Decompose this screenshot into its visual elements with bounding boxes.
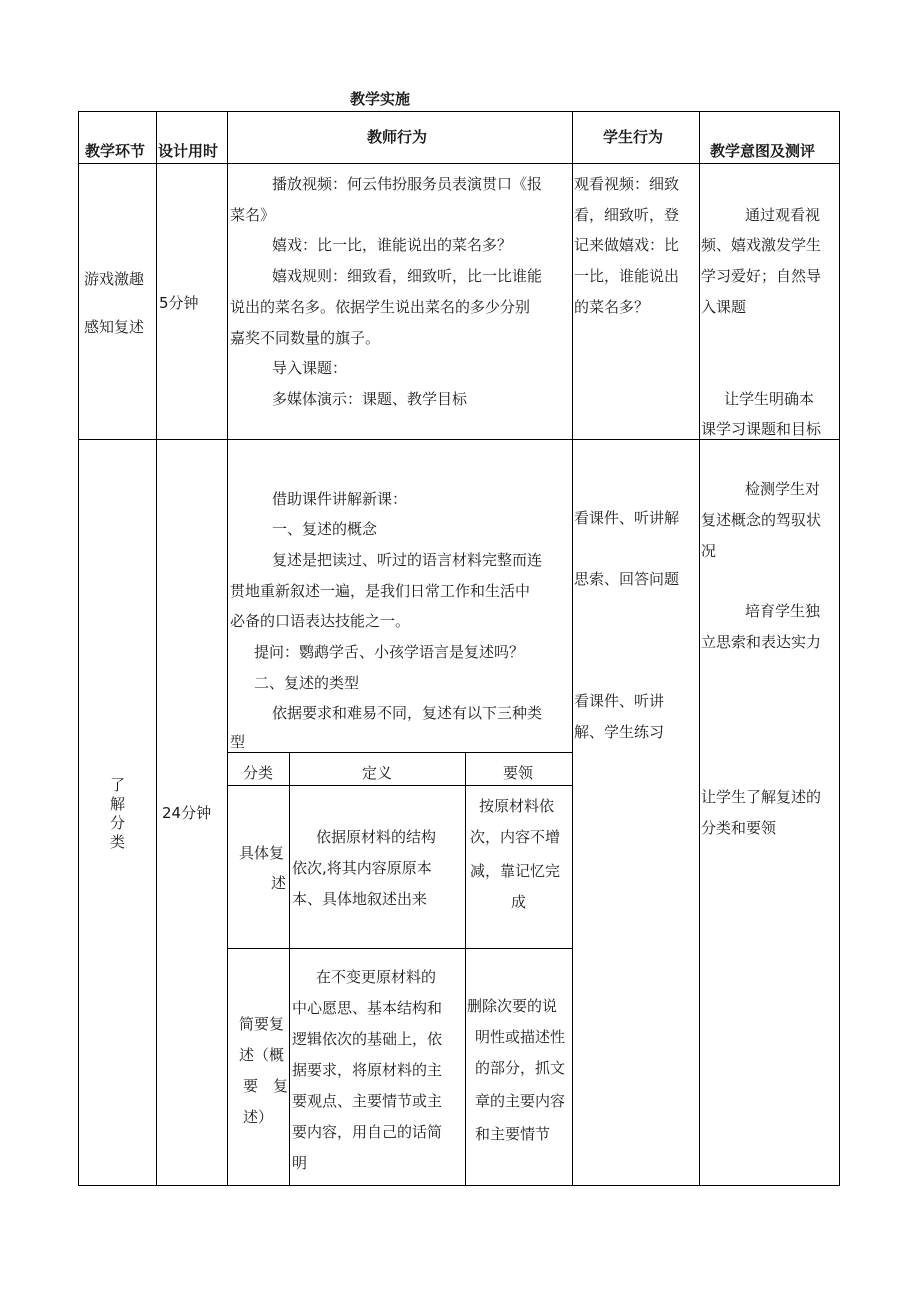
row1-intent-line: 学习爱好；自然导 [701,267,822,285]
inner-header-bottom [227,785,573,786]
inner-def-line: 逻辑依次的基础上，依 [292,1030,443,1048]
row1-teacher-line: 嬉戏规则：细致看，细致听，比一比谁能 [272,267,543,285]
inner-def-line: 本、具体地叙述出来 [292,890,428,908]
inner-type-line: 简要复 [239,1015,285,1033]
inner-key-line: 成 [511,893,527,911]
header-time: 设计用时 [158,142,219,160]
row2-teacher-line: 提问：鹦鹉学舌、小孩学语言是复述吗？ [254,643,525,661]
inner-col-line-1 [289,752,290,1186]
row1-teacher-line: 说出的菜名多。依据学生说出菜名的多少分别 [230,298,531,316]
row2-intent-line: 培育学生独 [745,602,821,620]
row2-teacher-line: 必备的口语表达技能之一。 [230,612,411,630]
inner-col-line-2 [465,752,466,1186]
row2-teacher-line: 复述是把读过、听过的语言材料完整而连 [272,551,543,569]
row1-stage-line-2: 感知复述 [84,318,145,336]
inner-key-line: 章的主要内容 [475,1092,566,1110]
row1-intent-line: 让学生明确本 [724,390,815,408]
row1-student-line: 记来做嬉戏：比 [574,236,680,254]
inner-key-line: 按原材料依 [479,797,555,815]
row2-intent-line: 检测学生对 [745,480,821,498]
inner-type-line: 要 复 [243,1077,289,1095]
row1-intent-line: 课学习课题和目标 [701,420,822,438]
row2-intent-line: 让学生了解复述的 [701,788,822,806]
row2-teacher-line: 借助课件讲解新课： [272,490,408,508]
inner-def-line: 依次,将其内容原原本 [292,859,432,877]
inner-key-line: 减，靠记忆完 [470,862,561,880]
row1-teacher-line: 多媒体演示：课题、教学目标 [272,390,468,408]
header-row-bottom [78,163,840,164]
row1-teacher-line: 嘉奖不同数量的旗子。 [230,329,381,347]
inner-def-line: 依据原材料的结构 [316,828,437,846]
row2-student-line: 看课件、听讲解 [574,509,680,527]
section-title: 教学实施 [350,90,411,108]
row1-stage-line-1: 游戏激趣 [84,270,145,288]
header-teacher: 教师行为 [367,128,428,146]
col-line-4 [699,111,700,1186]
row1-student-line: 看，细致听，登 [574,206,680,224]
inner-row1-bottom [227,948,573,949]
row2-stage-char: 分 [110,814,126,832]
col-line-0 [78,111,79,1186]
col-line-3 [572,111,573,1186]
row2-teacher-line: 贯地重新叙述一遍，是我们日常工作和生活中 [230,582,531,600]
row1-teacher-line: 菜名》 [230,206,276,224]
row2-stage-char: 了 [110,776,126,794]
row2-student-line: 思索、回答问题 [574,570,680,588]
inner-def-line: 中心愿思、基本结构和 [292,999,443,1017]
row1-teacher-line: 播放视频：何云伟扮服务员表演贯口《报 [272,175,543,193]
col-line-5 [839,111,840,1186]
inner-type-line: 述 [271,874,287,892]
row2-teacher-line: 型 [230,733,246,751]
row2-teacher-line: 依据要求和难易不同，复述有以下三种类 [272,704,543,722]
inner-header-definition: 定义 [362,764,393,782]
inner-def-line: 要观点、主要情节或主 [292,1092,443,1110]
row2-intent-line: 分类和要领 [701,819,777,837]
table-border-bottom [78,1185,840,1186]
row1-student-line: 观看视频：细致 [574,175,680,193]
row2-stage-char: 解 [110,795,126,813]
inner-key-line: 和主要情节 [475,1125,551,1143]
inner-type-line: 述（概 [239,1046,285,1064]
inner-key-line: 删除次要的说 [467,997,558,1015]
inner-def-line: 要内容，用自己的话简 [292,1123,443,1141]
row1-intent-line: 通过观看视 [745,206,821,224]
inner-type-line: 具体复 [239,844,285,862]
header-student: 学生行为 [603,128,664,146]
row1-student-line: 一比，谁能说出 [574,267,680,285]
inner-type-line: 述） [243,1108,274,1126]
inner-def-line: 在不变更原材料的 [316,968,437,986]
row2-intent-line: 况 [701,542,717,560]
row1-intent-line: 入课题 [701,298,747,316]
inner-def-line: 明 [292,1154,308,1172]
row2-student-line: 解、学生练习 [574,723,665,741]
table-border-top [78,111,840,112]
row1-time: 5分钟 [159,294,199,312]
row1-teacher-line: 嬉戏：比一比，谁能说出的菜名多？ [272,236,513,254]
row2-teacher-line: 二、复述的类型 [254,674,360,692]
row1-intent-line: 频、嬉戏激发学生 [701,236,822,254]
header-stage: 教学环节 [85,142,146,160]
inner-header-type: 分类 [243,764,274,782]
inner-header-key-points: 要领 [503,764,534,782]
inner-key-line: 明性或描述性 [475,1028,566,1046]
row2-intent-line: 复述概念的驾驭状 [701,511,822,529]
row2-stage-char: 类 [110,833,126,851]
row1-bottom [78,439,840,440]
row2-time: 24分钟 [162,804,212,822]
inner-key-line: 次，内容不增 [470,828,561,846]
col-line-2 [227,111,228,1186]
row1-teacher-line: 导入课题： [272,359,348,377]
inner-table-top [227,752,573,753]
row2-teacher-line: 一、复述的概念 [272,520,378,538]
row2-intent-line: 立思索和表达实力 [701,633,822,651]
inner-def-line: 据要求，将原材料的主 [292,1061,443,1079]
inner-key-line: 的部分，抓文 [475,1059,566,1077]
col-line-1 [156,111,157,1186]
header-intent: 教学意图及测评 [710,142,816,160]
row2-student-line: 看课件、听讲 [574,692,665,710]
row1-student-line: 的菜名多？ [574,298,650,316]
